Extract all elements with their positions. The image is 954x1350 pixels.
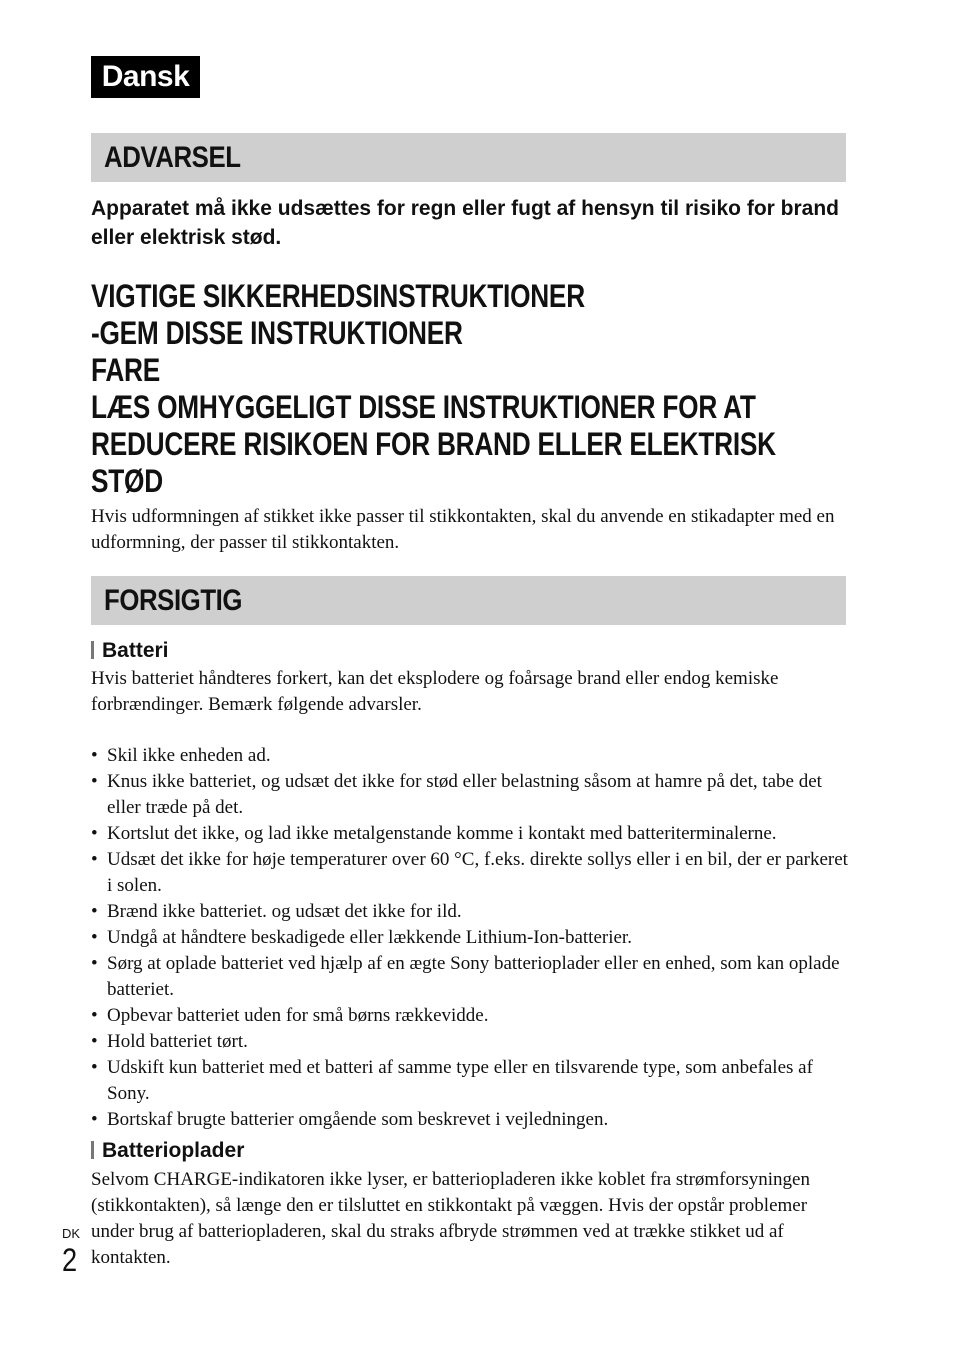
important-line-1: VIGTIGE SIKKERHEDSINSTRUKTIONER <box>91 278 585 314</box>
list-item: • Kortslut det ikke, og lad ikke metalgenstande komme i kontakt med batteriterminalerne. <box>91 821 851 847</box>
batterioplader-text: Selvom CHARGE-indikatoren ikke lyser, er batteriopladeren ikke koblet fra strømforsyningen (stikkontakten), så længe den er tilsluttet en stikkontakt på væggen. Hvis der opstår problemer under brug af batteriopladeren, skal du straks afbryde strømmen ved at trække stikket ud af kontakten. <box>91 1169 810 1268</box>
important-line-3: FARE <box>91 352 161 388</box>
list-item: • Undgå at håndtere beskadigede eller lækkende Lithium-Ion-batterier. <box>91 925 851 951</box>
page-language-code: DK <box>62 1226 81 1241</box>
list-item: • Hold batteriet tørt. <box>91 1029 851 1055</box>
subheading-marker-icon <box>91 641 94 659</box>
list-item: • Skil ikke enheden ad. <box>91 743 851 769</box>
batteri-heading-label: Batteri <box>102 639 169 662</box>
important-line-6: STØD <box>91 463 163 499</box>
language-tab: Dansk <box>91 56 200 98</box>
list-item: • Udsæt det ikke for høje temperaturer over 60 °C, f.eks. direkte sollys eller i en bil, der er parkeret i solen. <box>91 847 851 899</box>
important-line-5: REDUCERE RISIKOEN FOR BRAND ELLER ELEKTRISK <box>91 426 776 462</box>
advarsel-heading-band <box>91 133 846 182</box>
batteri-warning-list <box>91 743 851 1133</box>
batteri-intro: Hvis batteriet håndteres forkert, kan det eksplodere og foårsage brand eller endog kemiske forbrændinger. Bemærk følgende advarsler. <box>91 668 779 715</box>
advarsel-text: Apparatet må ikke udsættes for regn eller fugt af hensyn til risiko for brand eller elektrisk stød. <box>91 197 839 249</box>
important-line-4: LÆS OMHYGGELIGT DISSE INSTRUKTIONER FOR AT <box>91 389 756 425</box>
batterioplader-subheading <box>91 1138 244 1164</box>
list-item: • Knus ikke batteriet, og udsæt det ikke for stød eller belastning såsom at hamre på det, tabe det eller træde på det. <box>91 769 851 821</box>
plug-adapter-text: Hvis udformningen af stikket ikke passer til stikkontakten, skal du anvende en stikadapter med en udformning, der passer til stikkontakten. <box>91 506 835 553</box>
forsigtig-heading: FORSIGTIG <box>104 584 243 617</box>
forsigtig-heading-band <box>91 576 846 625</box>
page-number: 2 <box>62 1242 78 1278</box>
batteri-subheading <box>91 638 169 664</box>
important-line-2: -GEM DISSE INSTRUKTIONER <box>91 315 463 351</box>
important-instructions-heading <box>91 278 891 500</box>
batterioplader-heading-label: Batterioplader <box>102 1139 245 1162</box>
subheading-marker-icon <box>91 1141 94 1159</box>
list-item: • Brænd ikke batteriet. og udsæt det ikke for ild. <box>91 899 851 925</box>
advarsel-heading: ADVARSEL <box>104 141 241 174</box>
list-item: • Bortskaf brugte batterier omgående som beskrevet i vejledningen. <box>91 1107 851 1133</box>
list-item: • Udskift kun batteriet med et batteri af samme type eller en tilsvarende type, som anbefales af Sony. <box>91 1055 851 1107</box>
list-item: • Opbevar batteriet uden for små børns rækkevidde. <box>91 1003 851 1029</box>
list-item: • Sørg at oplade batteriet ved hjælp af en ægte Sony batterioplader eller en enhed, som kan oplade batteriet. <box>91 951 851 1003</box>
